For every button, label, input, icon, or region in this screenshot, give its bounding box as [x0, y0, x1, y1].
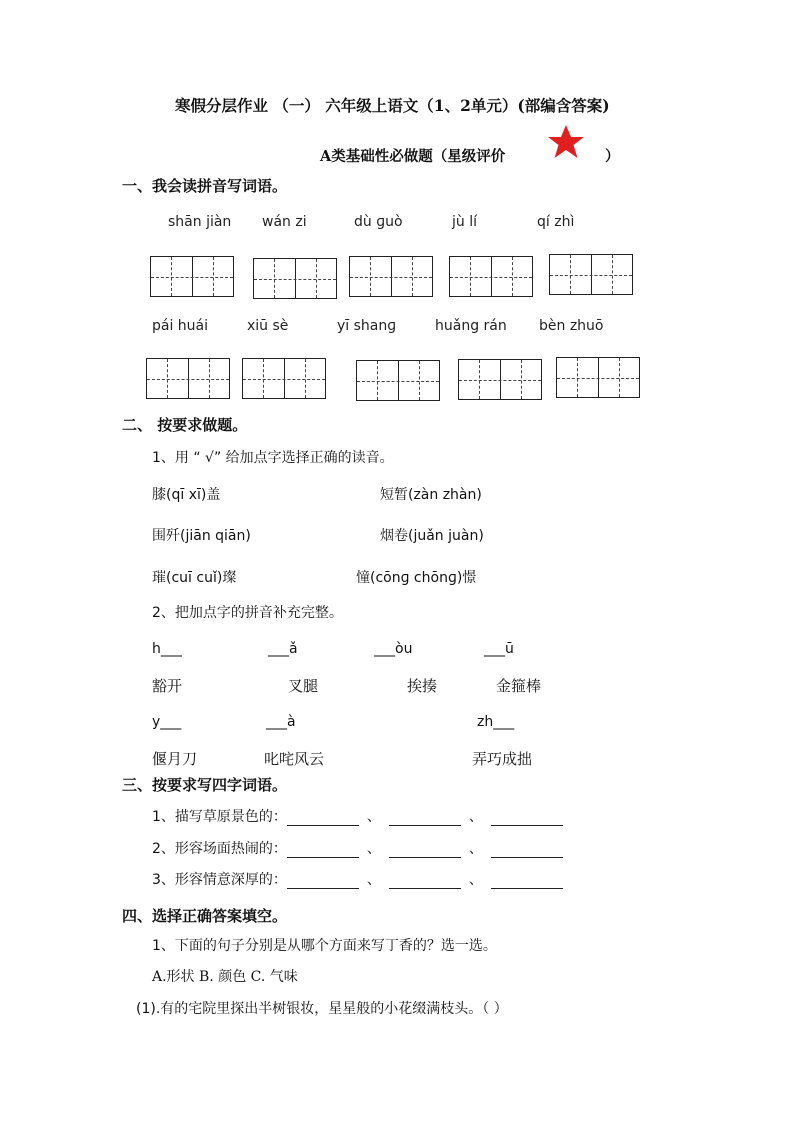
section2-q1: 1、用 “ √” 给加点字选择正确的读音。	[152, 450, 394, 466]
section3-heading: 三、按要求写四字词语。	[122, 776, 288, 794]
pinyin-blank-1[interactable]: h___	[152, 641, 182, 657]
pinyin-3: dù ɡuò	[354, 214, 403, 230]
pinyin-blank-3[interactable]: ___òu	[374, 641, 413, 657]
word-1: 豁开	[152, 677, 183, 695]
pinyin-4: jù lí	[452, 214, 477, 230]
idiom-row-3	[152, 869, 563, 889]
separator: 、	[366, 872, 381, 888]
section2-q2: 2、把加点字的拼音补充完整。	[152, 605, 343, 621]
answer-blank[interactable]	[287, 843, 359, 858]
answer-blank[interactable]	[491, 811, 563, 826]
pinyin-6: pái huái	[152, 318, 209, 334]
answer-blank[interactable]	[491, 843, 563, 858]
pinyin-10: bèn zhuō	[539, 318, 604, 334]
pinyin-blank-2[interactable]: ___ǎ	[268, 641, 298, 657]
section2-heading: 二、 按要求做题。	[122, 416, 248, 434]
reading-item-6: 憧(cōnɡ chōnɡ)憬	[356, 570, 477, 586]
pinyin-blank-7[interactable]: zh___	[477, 714, 515, 730]
rating-label: A类基础性必做题（星级评价	[320, 148, 506, 165]
separator: 、	[366, 809, 381, 825]
answer-blank[interactable]	[389, 874, 461, 889]
separator: 、	[468, 872, 483, 888]
pinyin-9: huǎng rán	[435, 318, 507, 334]
word-2: 叉腿	[288, 677, 319, 695]
reading-item-4: 烟卷(juǎn juàn)	[380, 528, 484, 544]
separator: 、	[468, 841, 483, 857]
idiom-row-1	[152, 806, 563, 826]
word-6: 叱咤风云	[264, 750, 325, 768]
writing-grid-3[interactable]	[349, 256, 433, 297]
answer-blank[interactable]	[389, 811, 461, 826]
writing-grid-2[interactable]	[253, 258, 337, 299]
writing-grid-7[interactable]	[242, 358, 326, 399]
section1-heading: 一、我会读拼音写词语。	[122, 177, 288, 195]
rating-close: ）	[605, 148, 620, 165]
page-title: 寒假分层作业 （一） 六年级上语文（1、2单元）(部编含答案)	[175, 96, 610, 115]
writing-grid-4[interactable]	[449, 256, 533, 297]
section4-sentence-1: (1).有的宅院里探出半树银妆，星星般的小花缀满枝头。（ ）	[136, 1001, 508, 1017]
star-icon	[546, 124, 586, 160]
pinyin-2: wán zi	[262, 214, 307, 230]
reading-item-3: 围歼(jiān qiān)	[152, 528, 251, 544]
writing-grid-6[interactable]	[146, 358, 230, 399]
separator: 、	[468, 809, 483, 825]
answer-blank[interactable]	[287, 811, 359, 826]
word-4: 金箍棒	[496, 677, 542, 695]
reading-item-1: 膝(qī xī)盖	[152, 487, 221, 503]
idiom-row-label: 1、描写草原景色的：	[152, 809, 287, 825]
pinyin-blank-5[interactable]: y___	[152, 714, 182, 730]
idiom-row-2	[152, 838, 563, 858]
answer-blank[interactable]	[287, 874, 359, 889]
pinyin-8: yī shanɡ	[337, 318, 397, 334]
writing-grid-9[interactable]	[458, 359, 542, 400]
answer-blank[interactable]	[389, 843, 461, 858]
section4-q1: 1、下面的句子分别是从哪个方面来写丁香的？选一选。	[152, 938, 497, 954]
pinyin-blank-4[interactable]: ___ū	[484, 641, 514, 657]
reading-item-2: 短暂(zàn zhàn)	[380, 487, 482, 503]
idiom-row-label: 3、形容情意深厚的：	[152, 872, 287, 888]
answer-blank[interactable]	[491, 874, 563, 889]
writing-grid-8[interactable]	[356, 360, 440, 401]
word-3: 挨揍	[407, 677, 438, 695]
idiom-row-label: 2、形容场面热闹的：	[152, 841, 287, 857]
pinyin-1: shān jiàn	[168, 214, 232, 230]
section4-options: A.形状 B. 颜色 C. 气味	[152, 969, 298, 985]
writing-grid-5[interactable]	[549, 254, 633, 295]
pinyin-blank-6[interactable]: ___à	[266, 714, 296, 730]
reading-item-5: 璀(cuī cuǐ)璨	[152, 570, 237, 586]
separator: 、	[366, 841, 381, 857]
word-7: 弄巧成拙	[472, 750, 533, 768]
writing-grid-10[interactable]	[556, 357, 640, 398]
pinyin-7: xiū sè	[247, 318, 289, 334]
word-5: 偃月刀	[152, 750, 198, 768]
pinyin-5: qí zhì	[537, 214, 575, 230]
section4-heading: 四、选择正确答案填空。	[122, 907, 288, 925]
writing-grid-1[interactable]	[150, 256, 234, 297]
